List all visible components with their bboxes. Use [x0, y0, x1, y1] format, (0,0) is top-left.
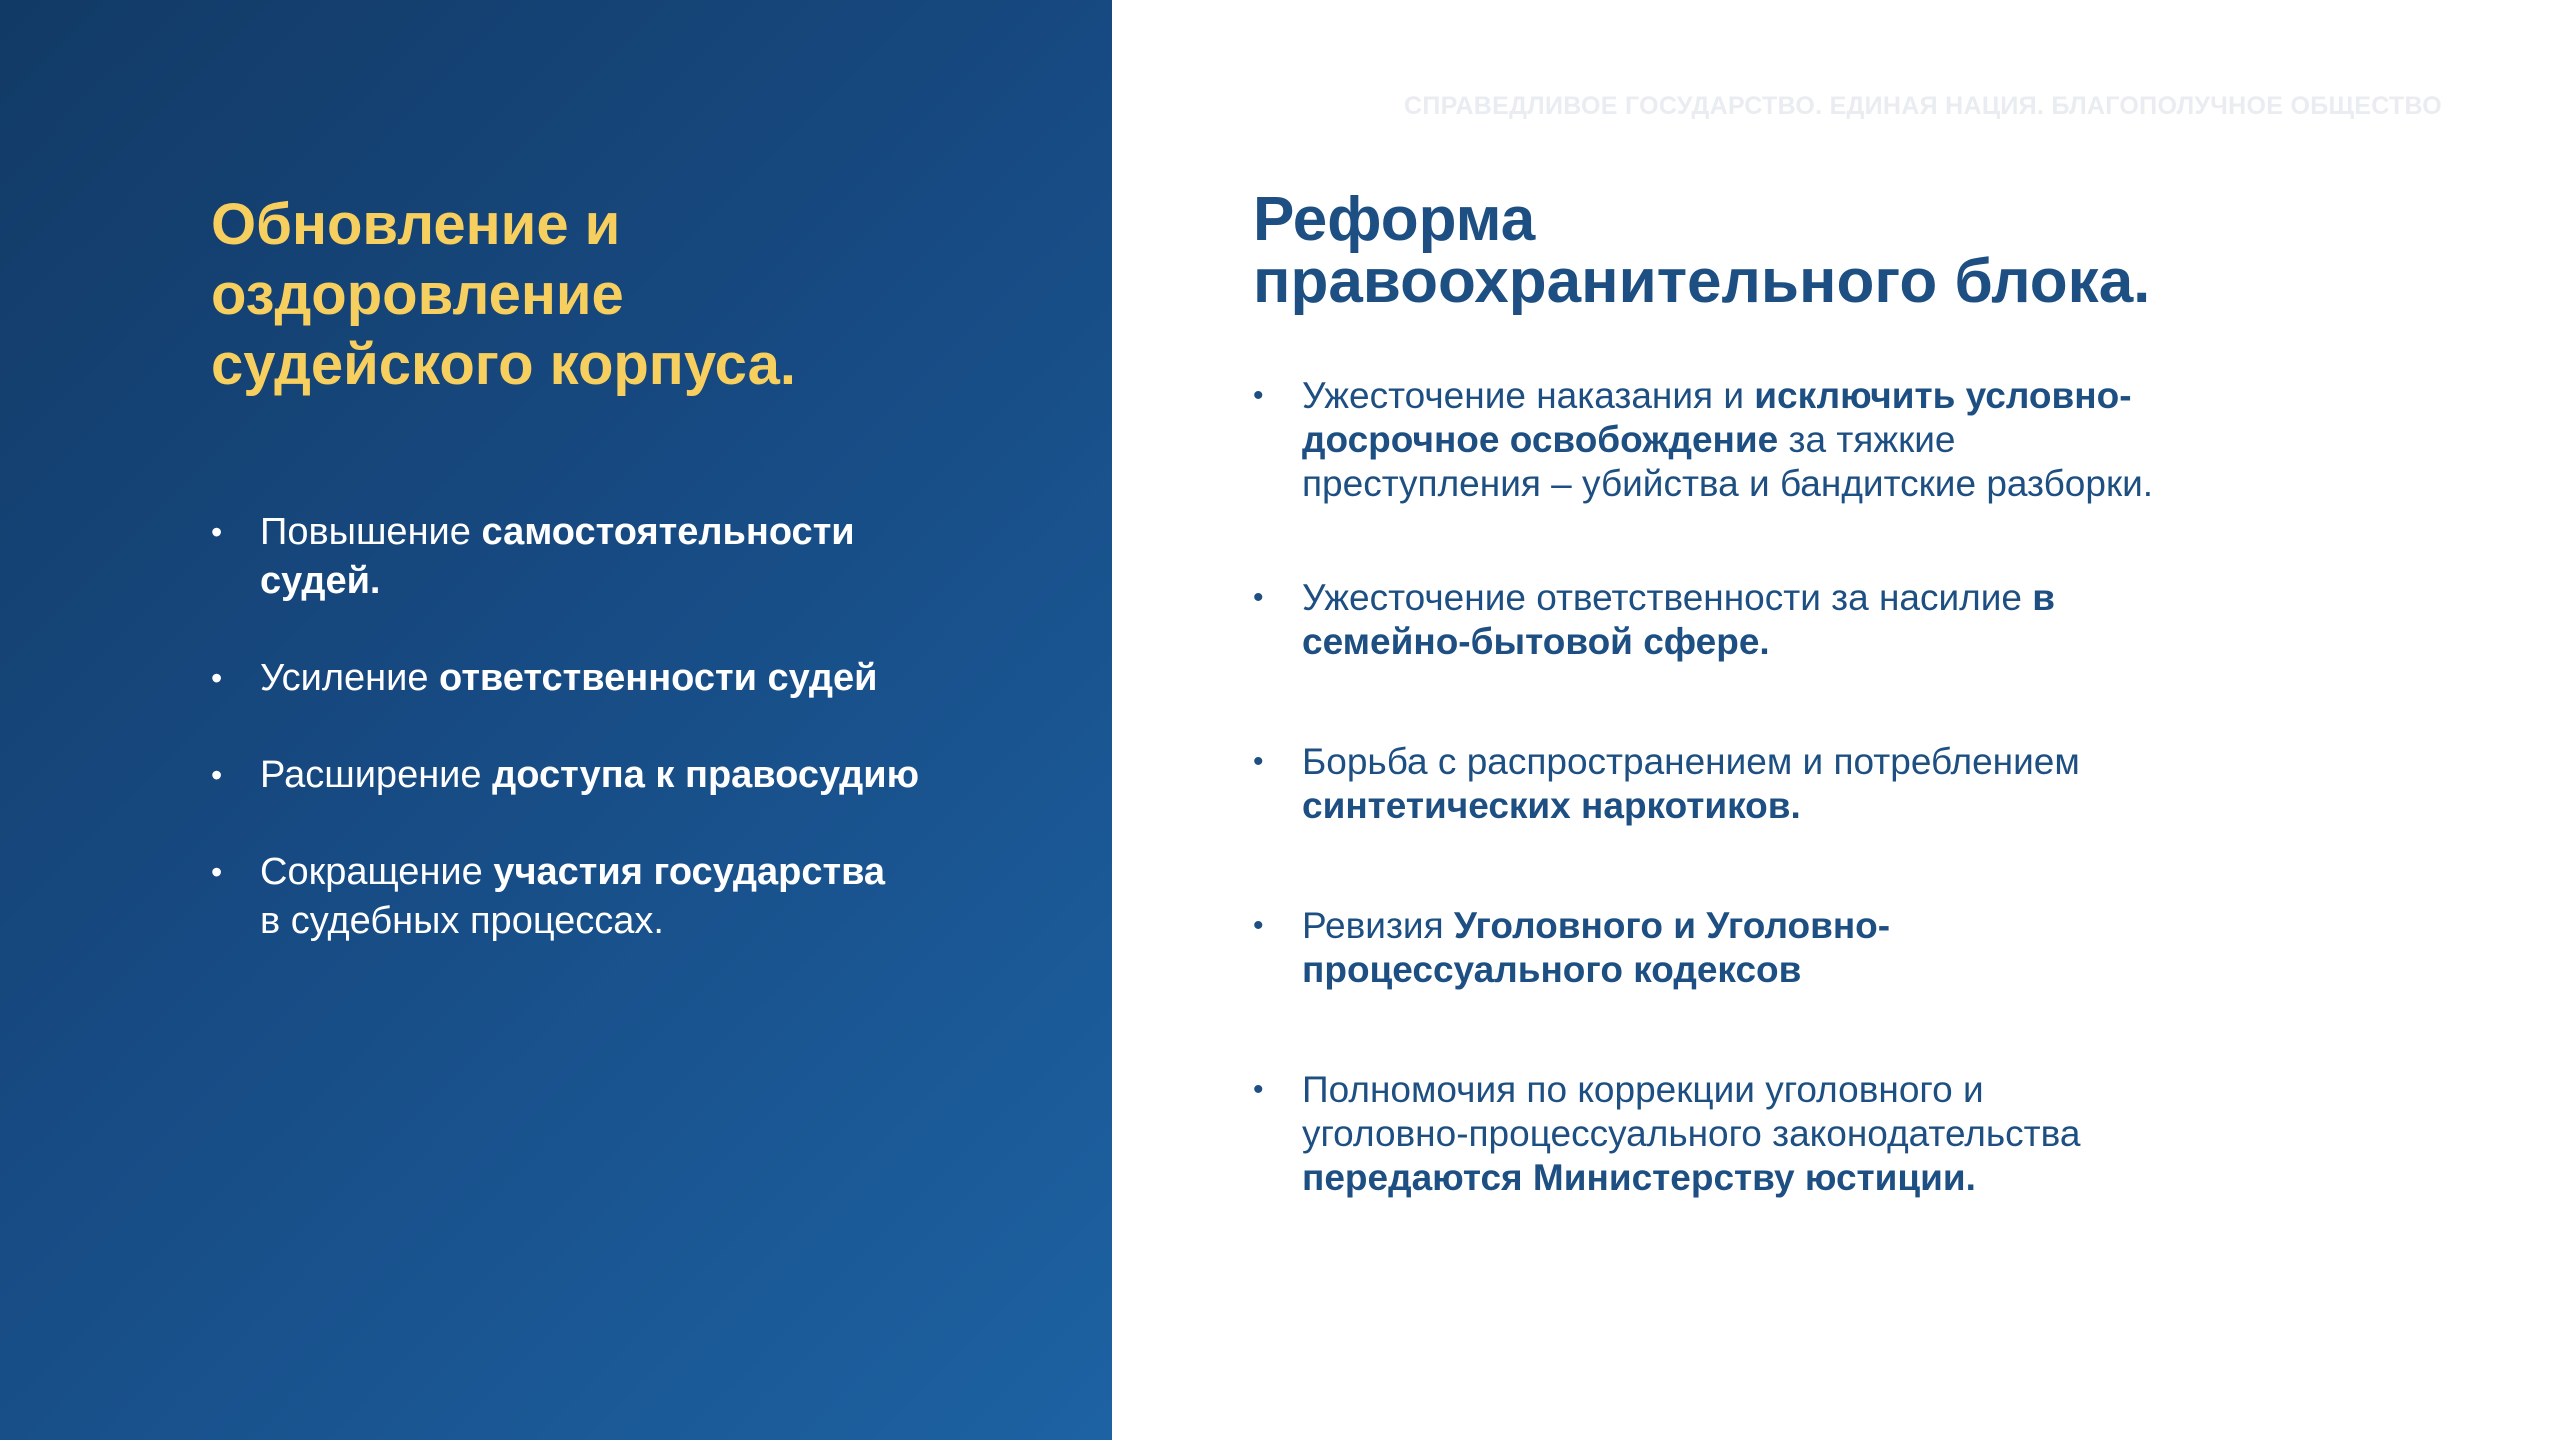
- bullet-bold-text: самостоятельности: [481, 511, 855, 553]
- right-bullet-item: [1253, 374, 2353, 506]
- bullet-text: уголовно-процессуального законодательства: [1302, 1113, 2081, 1154]
- right-bullet-list: [1253, 374, 2353, 1276]
- left-panel: [0, 0, 1112, 1440]
- bullet-text: в судебных процессах.: [260, 900, 664, 942]
- bullet-bold-text: досрочное освобождение: [1302, 419, 1779, 460]
- right-title: [1253, 185, 2453, 316]
- bullet-bold-text: Уголовного и Уголовно-: [1453, 905, 1891, 946]
- bullet-bold-text: участия государства: [493, 851, 886, 893]
- right-bullet-item: [1253, 740, 2353, 828]
- right-bullet-item: [1253, 1068, 2353, 1200]
- bullet-bold-text: процессуального кодексов: [1302, 949, 1802, 990]
- bullet-text: Усиление: [260, 657, 440, 699]
- right-bullet-item: [1253, 904, 2353, 992]
- bullet-bold-text: семейно-бытовой сфере.: [1302, 621, 1770, 662]
- bullet-bold-text: в: [2032, 577, 2056, 618]
- right-title-line: правоохранительного блока.: [1253, 247, 2151, 316]
- bullet-text: преступления – убийства и бандитские разборки.: [1302, 463, 2154, 504]
- left-bullet-item: [211, 848, 1011, 946]
- bullet-bold-text: судей.: [260, 560, 381, 602]
- bullet-text: Расширение: [260, 754, 493, 796]
- slogan-tagline: СПРАВЕДЛИВОЕ ГОСУДАРСТВО. ЕДИНАЯ НАЦИЯ. БЛАГОПОЛУЧНОЕ ОБЩЕСТВО: [1403, 92, 2442, 120]
- bullet-bold-text: передаются Министерству юстиции.: [1302, 1157, 1976, 1198]
- bullet-text: • Борьба с распространением и потреблением: [1302, 741, 2080, 782]
- bullet-text: Ревизия: [1302, 905, 1454, 946]
- left-title-line: оздоровление: [211, 262, 624, 327]
- bullet-text: Ужесточение наказания и: [1302, 375, 1755, 416]
- bullet-bold-text: ответственности судей: [439, 657, 878, 699]
- bullet-bold-text: исключить условно-: [1754, 375, 2132, 416]
- bullet-text: Сокращение: [260, 851, 494, 893]
- left-bullet-item: [211, 508, 1011, 606]
- right-title-line: Реформа: [1253, 185, 1536, 254]
- bullet-text: Повышение: [260, 511, 482, 553]
- bullet-bold-text: синтетических наркотиков.: [1302, 785, 1801, 826]
- bullet-text: за тяжкие: [1778, 419, 1956, 460]
- left-bullet-item: [211, 654, 1011, 703]
- right-bullet-item: [1253, 576, 2353, 664]
- bullet-text: • Полномочия по коррекции уголовного и: [1302, 1069, 1984, 1110]
- left-title-line: Обновление и: [211, 192, 621, 257]
- left-title-line: судейского корпуса.: [211, 332, 796, 397]
- bullet-bold-text: доступа к правосудию: [492, 754, 920, 796]
- left-bullet-list: [211, 508, 1011, 994]
- left-title: [211, 190, 971, 400]
- bullet-text: Ужесточение ответственности за насилие: [1302, 577, 2033, 618]
- left-bullet-item: [211, 751, 1011, 800]
